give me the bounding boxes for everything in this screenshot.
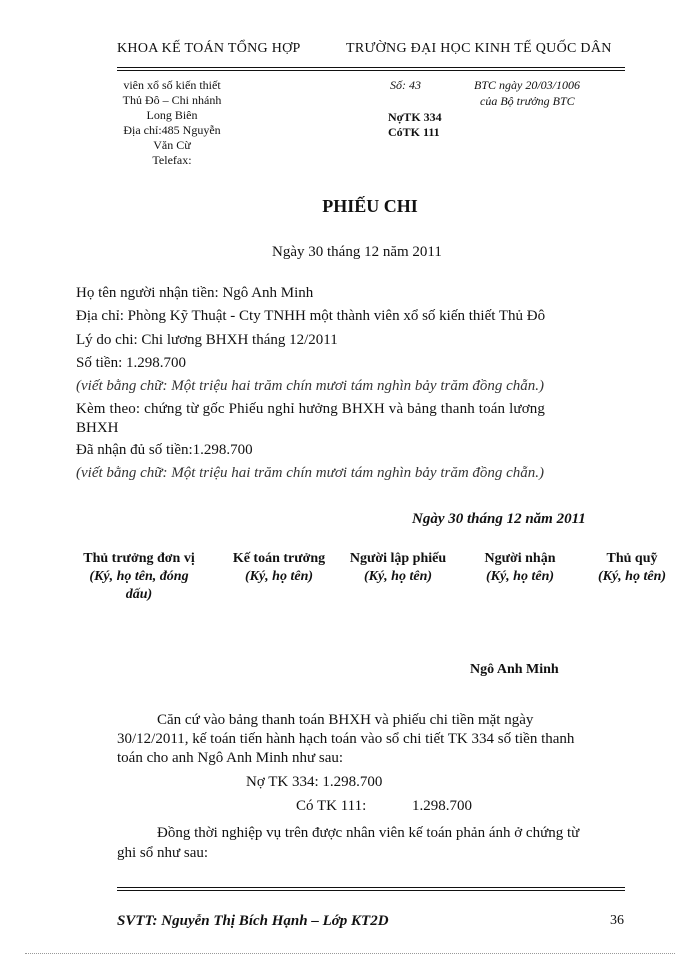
signature-cashier: [584, 550, 680, 586]
signature-title: Kế toán trưởng: [232, 551, 326, 566]
regulation-line-1: BTC ngày 20/03/1006: [474, 78, 581, 92]
page-edge-dotted-line: [25, 953, 675, 954]
narrative-p1-line-3: toán cho anh Ngô Anh Minh như sau:: [117, 750, 344, 766]
signature-receiver: [470, 550, 570, 586]
page-number: 36: [610, 913, 624, 928]
voucher-credit: CóTK 111: [388, 125, 440, 139]
company-line: Long Biên: [146, 108, 198, 122]
signature-preparer: [340, 550, 456, 586]
page-title: PHIẾU CHI: [322, 196, 418, 216]
company-line: Địa chỉ:485 Nguyễn: [123, 123, 221, 137]
company-block: [108, 78, 236, 168]
sign-date: Ngày 30 tháng 12 năm 2011: [412, 511, 586, 527]
entry-credit-label: Có TK 111:: [296, 798, 367, 814]
entry-credit-value: 1.298.700: [412, 798, 472, 814]
signature-note: dấu): [125, 587, 153, 602]
header-left: KHOA KẾ TOÁN TỔNG HỢP: [117, 41, 301, 56]
signature-note: (Ký, họ tên): [485, 569, 555, 584]
footer-rule-top: [117, 887, 625, 888]
signature-note: (Ký, họ tên): [244, 569, 314, 584]
received-field: Đã nhận đủ số tiền:1.298.700: [76, 442, 253, 458]
signature-director: [74, 550, 204, 604]
voucher-date: Ngày 30 tháng 12 năm 2011: [272, 244, 442, 260]
attached-field-line-1: Kèm theo: chứng từ gốc Phiếu nghỉ hưởng BHXH và bảng thanh toán lương: [76, 401, 546, 417]
company-line: Thủ Đô – Chi nhánh: [122, 93, 222, 107]
voucher-debit: NợTK 334: [388, 110, 442, 124]
narrative-p2-line-1: Đồng thời nghiệp vụ trên được nhân viên kế toán phản ánh ở chứng từ: [157, 825, 580, 841]
amount-field: Số tiền: 1.298.700: [76, 355, 187, 371]
narrative-p1-line-2: 30/12/2011, kế toán tiến hành hạch toán vào sổ chi tiết TK 334 số tiền thanh: [117, 731, 575, 747]
signature-chief-accountant: [222, 550, 336, 586]
regulation-line-2: của Bộ trưởng BTC: [480, 94, 575, 108]
footer-rule-bottom: [117, 890, 625, 891]
signature-note: (Ký, họ tên): [597, 569, 667, 584]
footer-author: SVTT: Nguyễn Thị Bích Hạnh – Lớp KT2D: [117, 913, 389, 929]
signature-title: Thủ trưởng đơn vị: [83, 551, 195, 566]
signature-note: (Ký, họ tên): [363, 569, 433, 584]
company-line: Telefax:: [152, 153, 192, 167]
entry-debit: Nợ TK 334: 1.298.700: [246, 774, 383, 790]
received-words: (viết bằng chữ: Một triệu hai trăm chín mươi tám nghìn bảy trăm đồng chẵn.): [76, 465, 545, 481]
amount-words: (viết bằng chữ: Một triệu hai trăm chín mươi tám nghìn bảy trăm đồng chẵn.): [76, 378, 545, 394]
header-right: TRƯỜNG ĐẠI HỌC KINH TẾ QUỐC DÂN: [346, 41, 612, 56]
signature-note: (Ký, họ tên, đóng: [89, 569, 189, 584]
header-rule-bottom: [117, 70, 625, 71]
receiver-name: Ngô Anh Minh: [470, 662, 559, 677]
voucher-number: Số: 43: [390, 78, 421, 92]
signature-title: Thủ quỹ: [606, 551, 658, 566]
header-rule-top: [117, 67, 625, 68]
address-field: Địa chỉ: Phòng Kỹ Thuật - Cty TNHH một thành viên xổ số kiến thiết Thủ Đô: [76, 308, 546, 324]
narrative-p2-line-2: ghi sổ như sau:: [117, 845, 209, 861]
signature-title: Người lập phiếu: [349, 551, 447, 566]
company-line: Văn Cừ: [153, 138, 191, 152]
recipient-field: Họ tên người nhận tiền: Ngô Anh Minh: [76, 285, 314, 301]
signature-title: Người nhận: [484, 551, 556, 566]
narrative-p1-line-1: Căn cứ vào bảng thanh toán BHXH và phiếu chi tiền mặt ngày: [157, 712, 534, 728]
reason-field: Lý do chi: Chi lương BHXH tháng 12/2011: [76, 332, 338, 348]
company-line: viên xổ số kiến thiết: [123, 78, 221, 92]
attached-field-line-2: BHXH: [76, 420, 119, 436]
